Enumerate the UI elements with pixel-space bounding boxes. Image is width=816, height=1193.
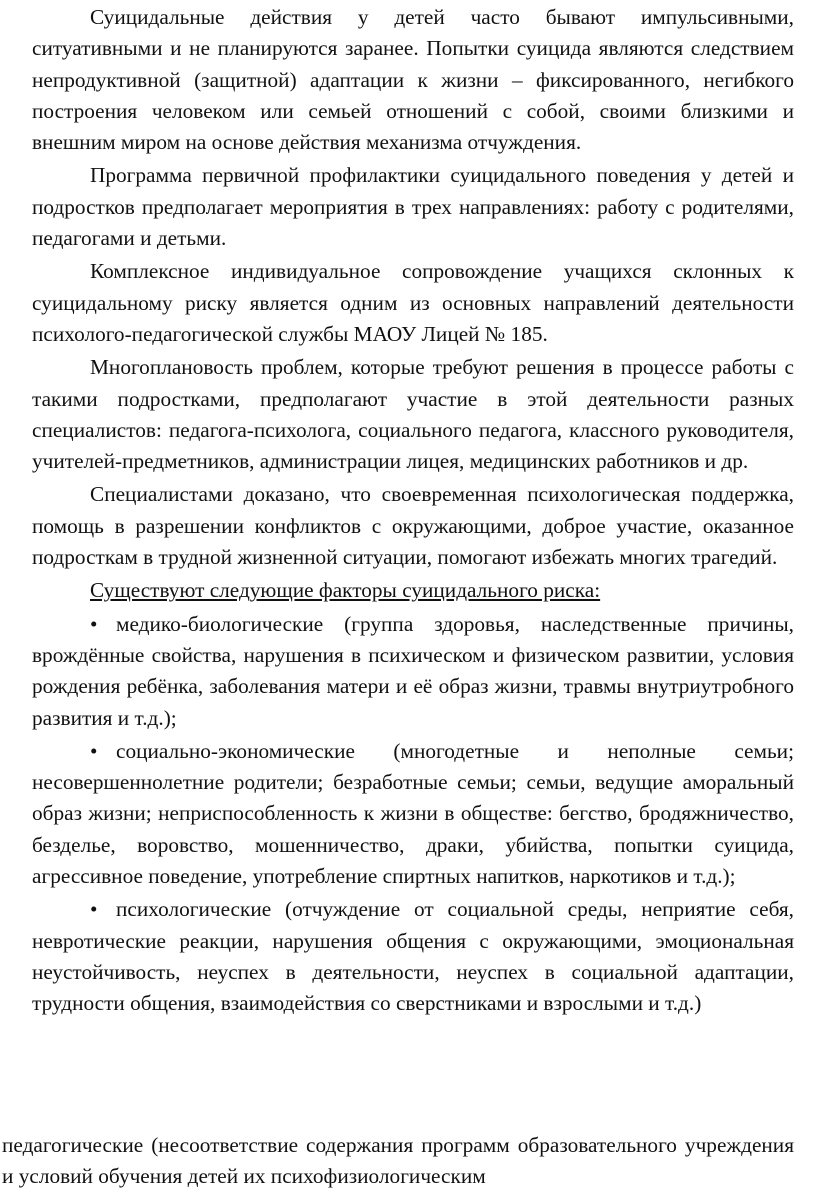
document-body — [32, 2, 794, 1020]
bullet-item-psychological — [32, 894, 794, 1019]
pedagogical-factor-text — [2, 1130, 794, 1193]
paragraph-suicidal-actions: Суицидальные действия у детей часто бывают импульсивными, ситуативными и не планируются заранее. Попытки суицида являются следствием непродуктивной (защитной) адаптации к жизни – фиксированного, негибкого построения человеком или семьей отношений с собой, своими близкими и внешним миром на основе действия механизма отчуждения. — [32, 5, 794, 155]
paragraph-prevention-program: Программа первичной профилактики суицидального поведения у детей и подростков предполагает мероприятия в трех направлениях: работу с родителями, педагогами и детьми. — [32, 163, 794, 251]
tail-paragraph: педагогические (несоответствие содержания программ образовательного учреждения и условий обучения детей их психофизиологическим — [2, 1133, 794, 1189]
bullet-icon: • — [90, 611, 98, 636]
factors-heading: Существуют следующие факторы суицидального риска: — [90, 578, 601, 603]
bullet-icon: • — [90, 897, 98, 922]
bullet-text: социально-экономические (многодетные и неполные семьи; несовершеннолетние родители; безработные семьи; семьи, ведущие аморальный образ жизни; неприспособленность к жизни в обществе: бегство, бродяжничество, безделье, воровство, мошенничество, драки, убийства, попытки суицида, агрессивное поведение, употребление спиртных напитков, наркотиков и т.д.); — [32, 738, 794, 889]
bullet-icon: • — [90, 738, 98, 763]
bullet-text: психологические (отчуждение от социальной среды, неприятие себя, невротические реакции, нарушения общения с окружающими, эмоциональная неустойчивость, неуспех в деятельности, неуспех в социальной адаптации, трудности общения, взаимодействия со сверстниками и взрослыми и т.д.) — [32, 897, 794, 1016]
bullet-item-social — [32, 736, 794, 892]
paragraph-specialists-participation: Многоплановость проблем, которые требуют решения в процессе работы с такими подростками, предполагают участие в этой деятельности разных специалистов: педагога-психолога, социального педагога, классного руководителя, учителей-предметников, администрации лицея, медицинских работников и др. — [32, 355, 794, 474]
bullet-item-medical — [32, 609, 794, 734]
paragraph-timely-support: Специалистами доказано, что своевременная психологическая поддержка, помощь в разрешении конфликтов с окружающими, доброе участие, оказанное подросткам в трудной жизненной ситуации, помогают избежать многих трагедий. — [32, 482, 794, 570]
bullet-text: медико-биологические (группа здоровья, наследственные причины, врождённые свойства, нарушения в психическом и физическом развитии, условия рождения ребёнка, заболевания матери и её образ жизни, травмы внутриутробного развития и т.д.); — [32, 611, 794, 730]
paragraph-individual-support: Комплексное индивидуальное сопровождение учащихся склонных к суицидальному риску является одним из основных направлений деятельности психолого-педагогической службы МАОУ Лицей № 185. — [32, 259, 794, 346]
